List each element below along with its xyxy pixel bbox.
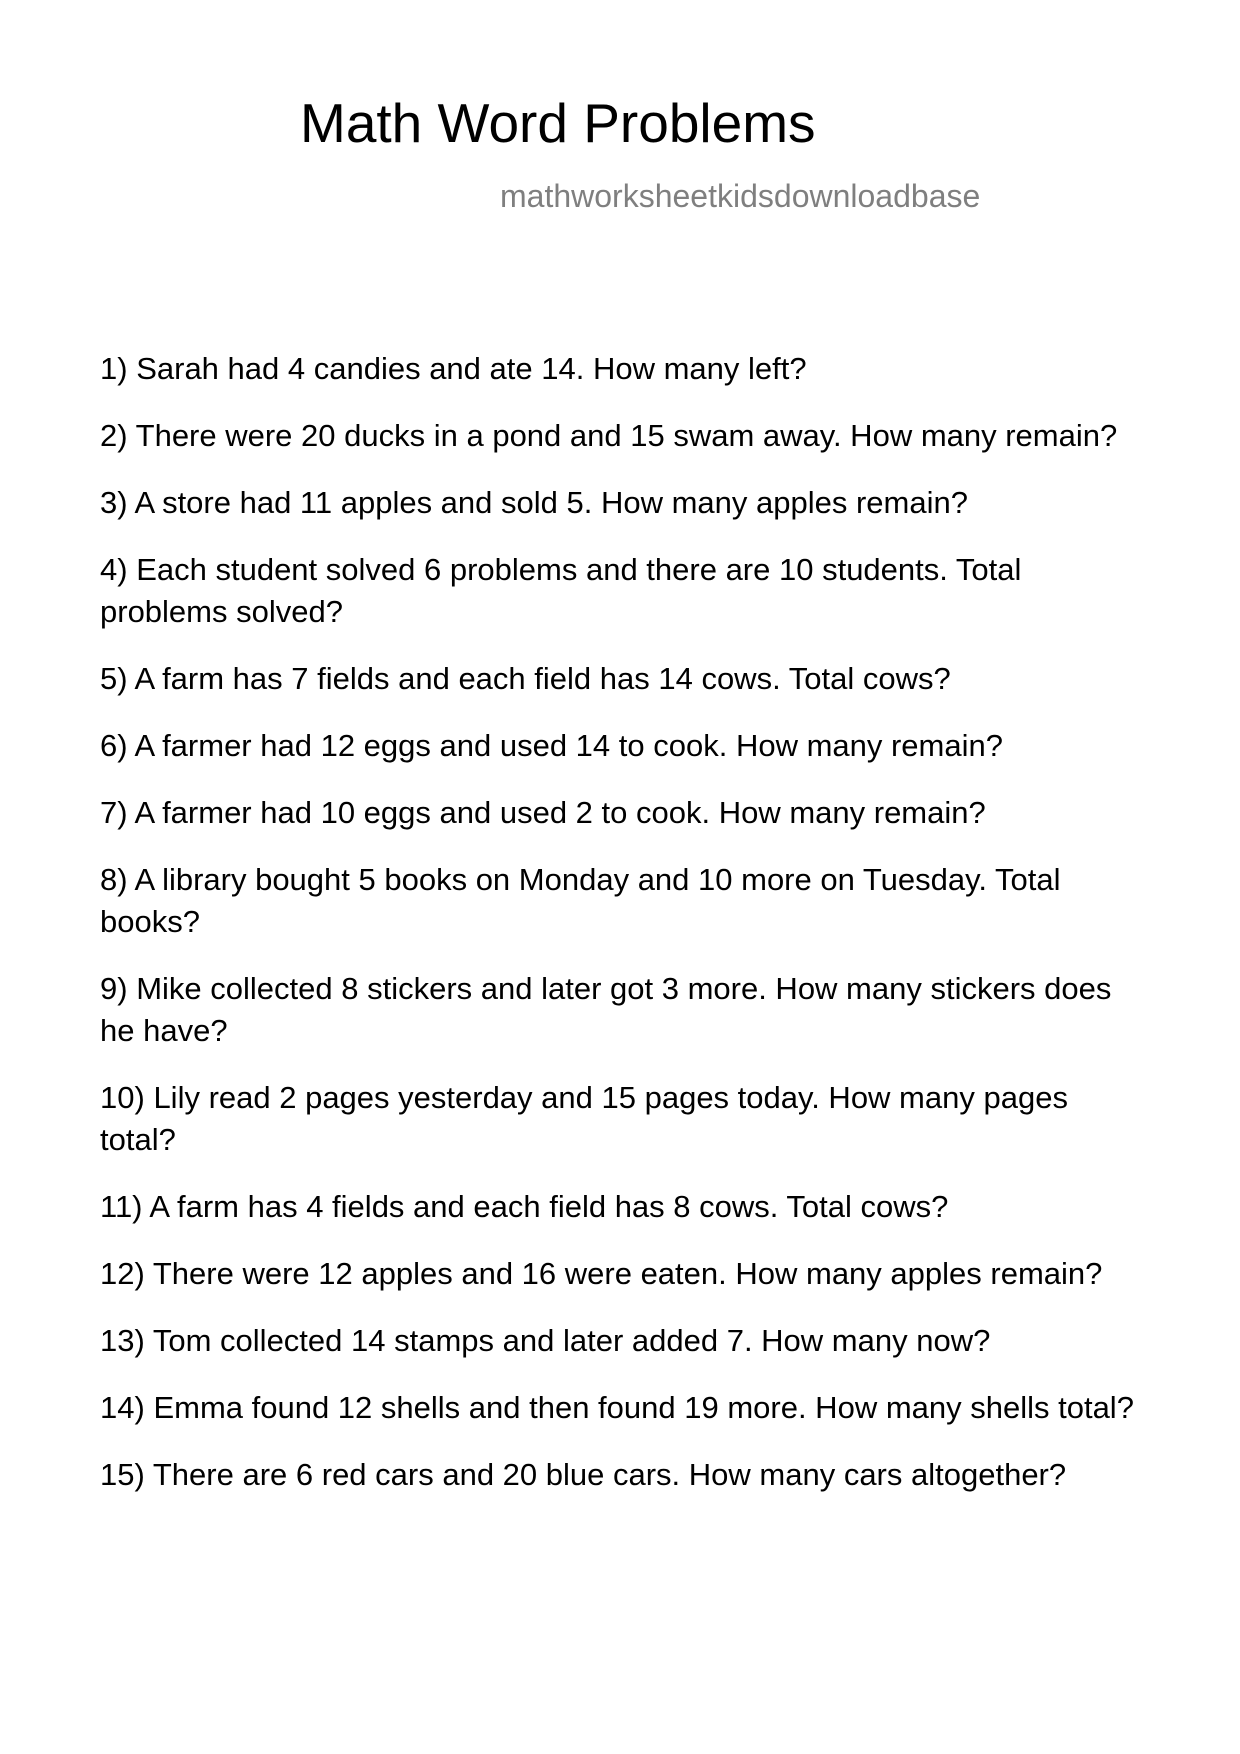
problem-item [100, 1077, 1150, 1161]
problem-text: There were 20 ducks in a pond and 15 swam away. How many remain? [135, 418, 1118, 453]
problem-item [100, 348, 1150, 390]
problem-item [100, 658, 1150, 700]
problem-number: 13) [100, 1323, 145, 1358]
problem-number: 9) [100, 971, 128, 1006]
problem-item [100, 859, 1150, 943]
problem-item [100, 415, 1150, 457]
problem-number: 15) [100, 1457, 145, 1492]
problem-item [100, 725, 1150, 767]
problem-item [100, 549, 1150, 633]
problem-item [100, 792, 1150, 834]
problem-number: 11) [100, 1189, 143, 1224]
problem-number: 7) [100, 795, 128, 830]
problem-number: 5) [100, 661, 128, 696]
page-title: Math Word Problems [300, 92, 816, 154]
problem-text: A farm has 4 fields and each field has 8 cows. Total cows? [149, 1189, 949, 1224]
problem-number: 8) [100, 862, 128, 897]
problem-text: Lily read 2 pages yesterday and 15 pages today. How many pages total? [100, 1080, 1068, 1157]
source-watermark: mathworksheetkidsdownloadbase [500, 178, 981, 214]
problem-number: 14) [100, 1390, 145, 1425]
problem-number: 12) [100, 1256, 145, 1291]
problem-text: A store had 11 apples and sold 5. How many apples remain? [134, 485, 968, 520]
problem-number: 4) [100, 552, 128, 587]
problem-text: A farmer had 12 eggs and used 14 to cook. How many remain? [134, 728, 1003, 763]
problem-text: Tom collected 14 stamps and later added 7. How many now? [152, 1323, 991, 1358]
problem-list [100, 348, 1150, 1521]
problem-number: 10) [100, 1080, 145, 1115]
problem-text: There were 12 apples and 16 were eaten. How many apples remain? [152, 1256, 1103, 1291]
problem-text: A farmer had 10 eggs and used 2 to cook. How many remain? [134, 795, 986, 830]
problem-text: There are 6 red cars and 20 blue cars. How many cars altogether? [152, 1457, 1067, 1492]
problem-item [100, 1186, 1150, 1228]
problem-text: Each student solved 6 problems and there are 10 students. Total problems solved? [100, 552, 1022, 629]
problem-number: 1) [100, 351, 128, 386]
problem-text: A farm has 7 fields and each field has 14 cows. Total cows? [134, 661, 951, 696]
problem-item [100, 1387, 1150, 1429]
problem-text: Mike collected 8 stickers and later got 3 more. How many stickers does he have? [100, 971, 1112, 1048]
problem-number: 6) [100, 728, 128, 763]
problem-number: 2) [100, 418, 128, 453]
problem-item [100, 482, 1150, 524]
problem-item [100, 1253, 1150, 1295]
problem-text: Sarah had 4 candies and ate 14. How many left? [136, 351, 807, 386]
problem-item [100, 968, 1150, 1052]
problem-number: 3) [100, 485, 128, 520]
problem-text: A library bought 5 books on Monday and 10 more on Tuesday. Total books? [100, 862, 1061, 939]
problem-item [100, 1320, 1150, 1362]
problem-item [100, 1454, 1150, 1496]
problem-text: Emma found 12 shells and then found 19 more. How many shells total? [153, 1390, 1134, 1425]
